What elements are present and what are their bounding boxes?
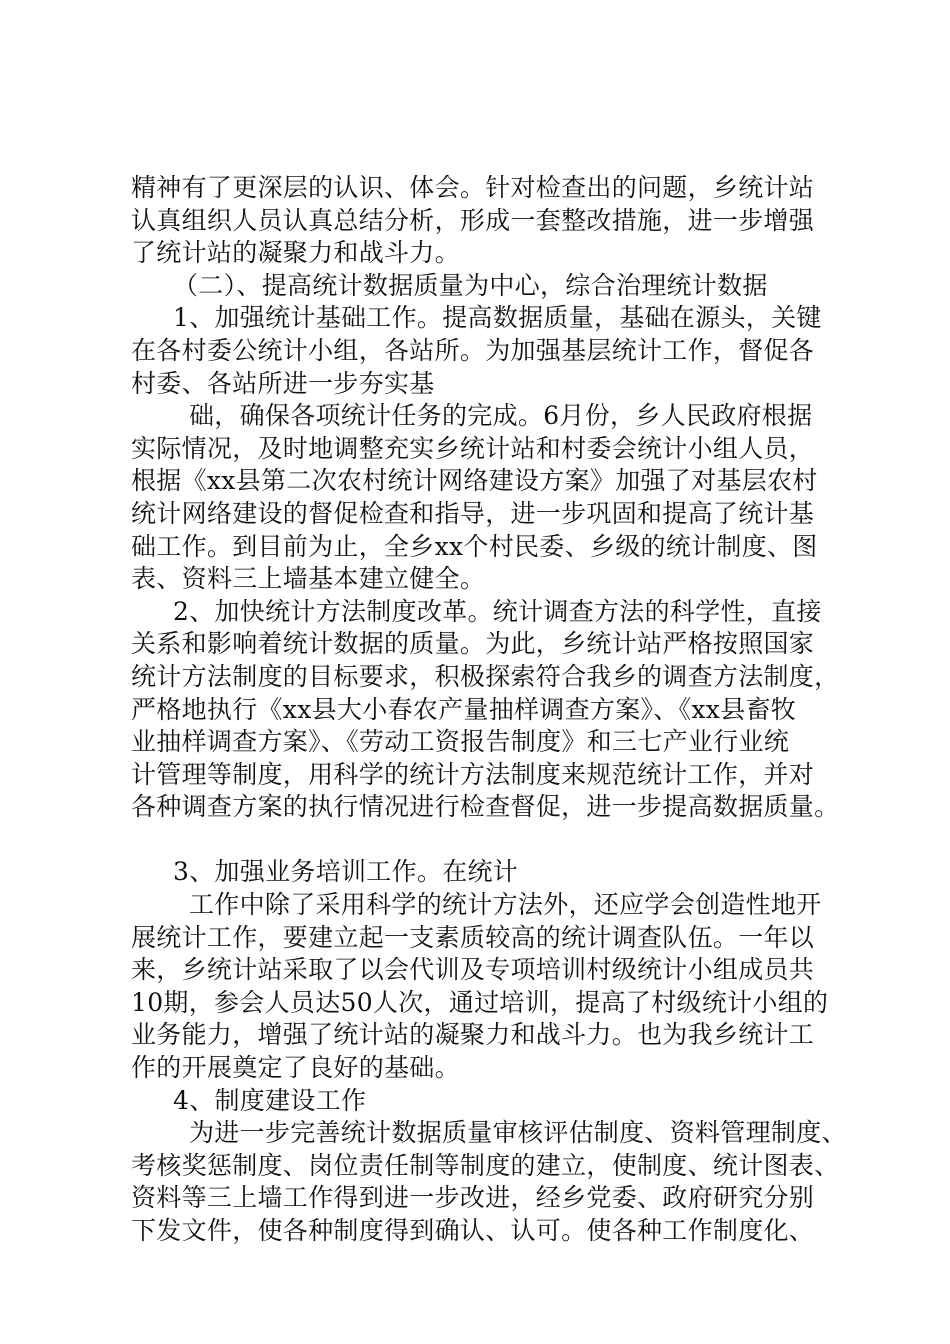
section-heading: 4、制度建设工作 — [173, 1085, 367, 1115]
text-line: 10期，参会人员达50人次，通过培训，提高了村级统计小组的 — [131, 987, 829, 1017]
text-line: 统计网络建设的督促检查和指导，进一步巩固和提高了统计基 — [131, 498, 815, 528]
text-line: 统计方法制度的目标要求，积极探索符合我乡的调查方法制度， — [131, 661, 840, 691]
text-line: 表、资料三上墙基本建立健全。 — [131, 564, 486, 594]
text-line: 资料等三上墙工作得到进一步改进，经乡党委、政府研究分别 — [131, 1183, 815, 1213]
text-line: 考核奖惩制度、岗位责任制等制度的建立，使制度、统计图表、 — [131, 1150, 840, 1180]
text-line: 了统计站的凝聚力和战斗力。 — [131, 238, 460, 268]
text-line: 精神有了更深层的认识、体会。针对检查出的问题，乡统计站 — [131, 173, 815, 202]
text-line: 工作中除了采用科学的统计方法外，还应学会创造性地开 — [189, 890, 822, 920]
text-line: 业抽样调查方案》、《劳动工资报告制度》和三七产业行业统 — [131, 727, 790, 757]
text-line: 在各村委公统计小组，各站所。为加强基层统计工作，督促各 — [131, 335, 815, 365]
text-line: 认真组织人员认真总结分析，形成一套整改措施，进一步增强 — [131, 205, 815, 235]
text-line: 业务能力，增强了统计站的凝聚力和战斗力。也为我乡统计工 — [131, 1020, 815, 1050]
section-heading: （二）、提高统计数据质量为中心，综合治理统计数据 — [173, 270, 768, 300]
text-line: 来，乡统计站采取了以会代训及专项培训村级统计小组成员共 — [131, 955, 815, 985]
text-line: 展统计工作，要建立起一支素质较高的统计调查队伍。一年以 — [131, 922, 815, 952]
text-line: 严格地执行《xx县大小春农产量抽样调查方案》、《xx县畜牧 — [131, 694, 797, 724]
text-line: 础工作。到目前为止，全乡xx个村民委、乡级的统计制度、图 — [131, 531, 818, 561]
text-line: 下发文件，使各种制度得到确认、认可。使各种工作制度化、 — [131, 1216, 815, 1245]
blank-line — [131, 824, 851, 857]
text-line: 为进一步完善统计数据质量审核评估制度、资料管理制度、 — [189, 1118, 847, 1148]
text-line: 作的开展奠定了良好的基础。 — [131, 1053, 460, 1083]
text-line: 础，确保各项统计任务的完成。6月份，乡人民政府根据 — [189, 401, 813, 431]
text-line: 村委、各站所进一步夯实基 — [131, 368, 435, 398]
document-body — [131, 172, 851, 1248]
text-line: 各种调查方案的执行情况进行检查督促，进一步提高数据质量。 — [131, 792, 840, 822]
text-line: 1、加强统计基础工作。提高数据质量，基础在源头，关键 — [173, 303, 822, 333]
text-line: 2、加快统计方法制度改革。统计调查方法的科学性，直接 — [173, 596, 822, 626]
text-line: 关系和影响着统计数据的质量。为此，乡统计站严格按照国家 — [131, 629, 815, 659]
text-line: 根据《xx县第二次农村统计网络建设方案》加强了对基层农村 — [131, 466, 818, 496]
text-line: 3、加强业务培训工作。在统计 — [173, 857, 519, 887]
text-line: 计管理等制度，用科学的统计方法制度来规范统计工作，并对 — [131, 759, 815, 789]
text-line: 实际情况，及时地调整充实乡统计站和村委会统计小组人员， — [131, 433, 815, 463]
